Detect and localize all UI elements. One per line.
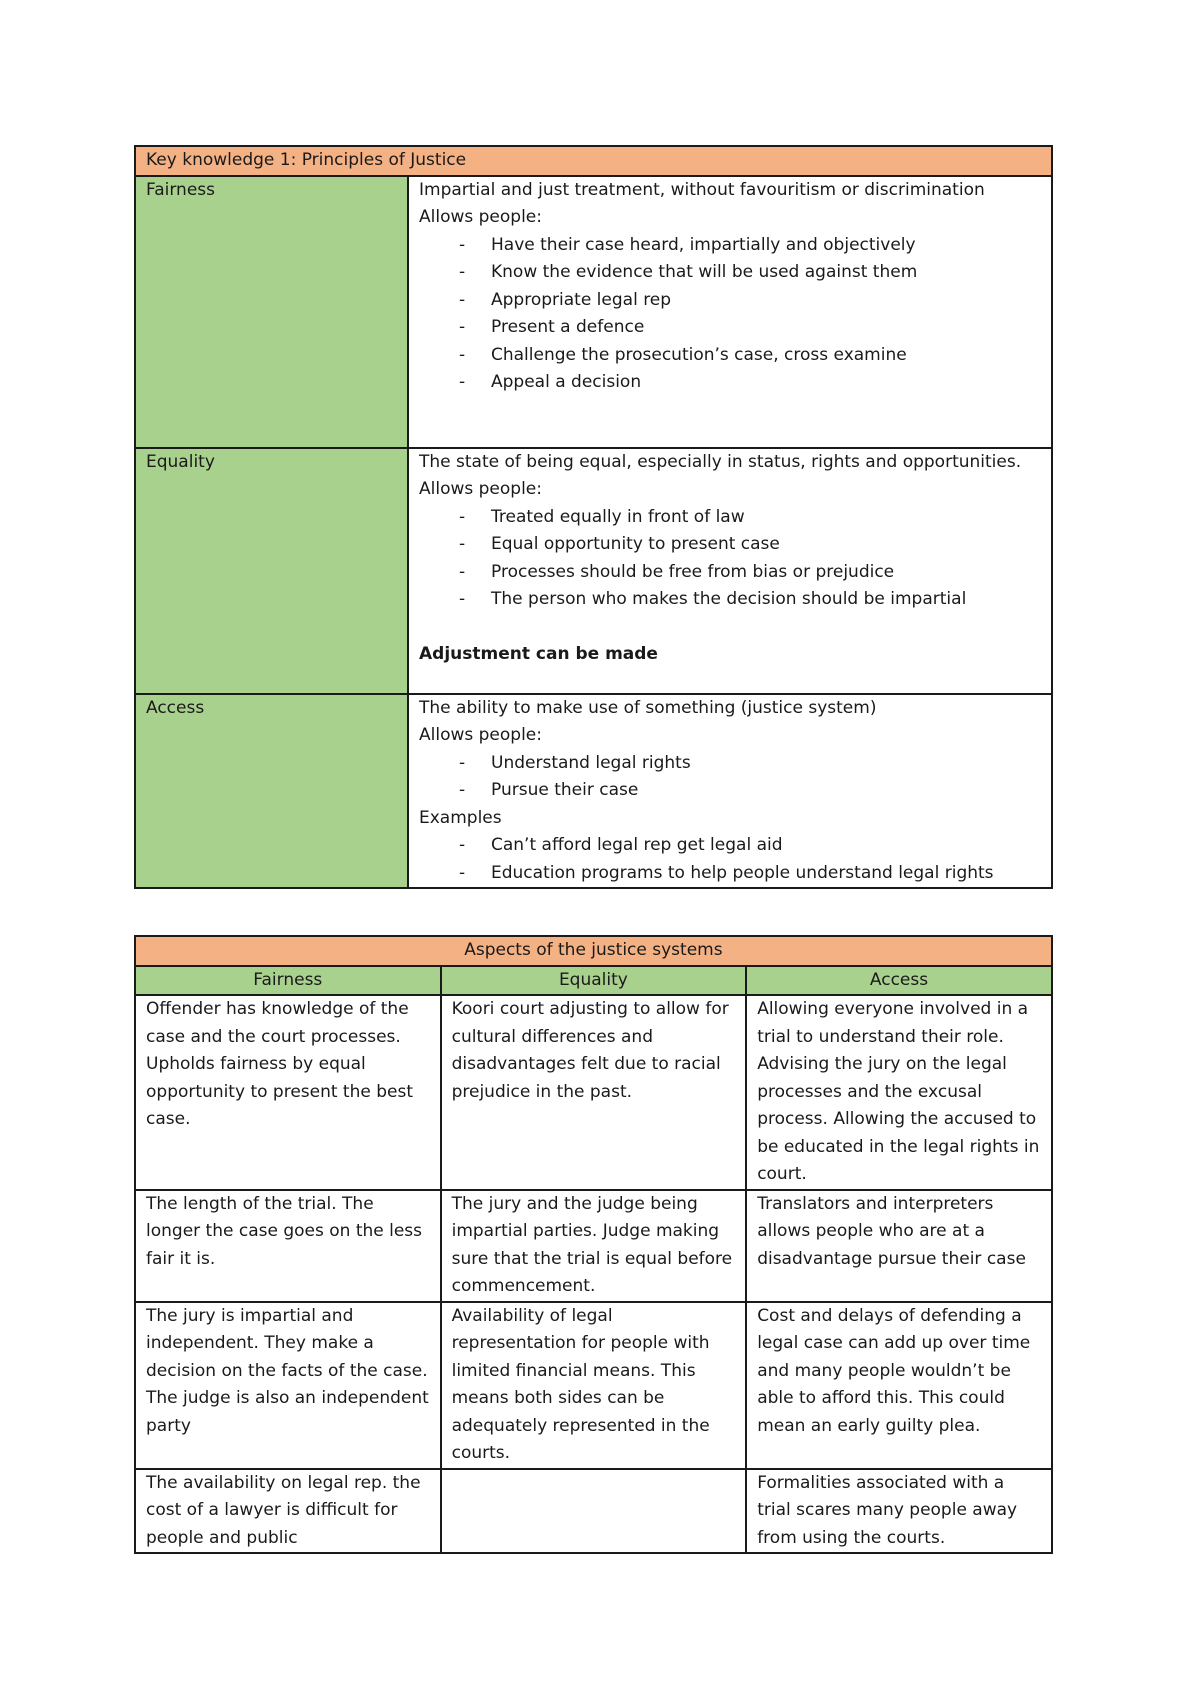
allows-people-label: Allows people: <box>419 207 542 227</box>
definition: Impartial and just treatment, without favouritism or discrimination <box>419 179 985 200</box>
principle-content-access <box>408 694 1052 889</box>
principles-of-justice-table <box>134 145 1053 889</box>
aspects-of-justice-table <box>134 935 1053 1554</box>
list-item: - Understand legal rights <box>419 750 1041 778</box>
allows-people-label: Allows people: <box>419 479 542 499</box>
table-cell: Offender has knowledge of the case and the court processes. Upholds fairness by equal opportunity to present the best case. <box>135 995 441 1190</box>
list-item: - The person who makes the decision should be impartial <box>419 586 1041 614</box>
table-cell: Availability of legal representation for people with limited financial means. This means both sides can be adequately represented in the courts. <box>441 1302 747 1469</box>
table-cell: Allowing everyone involved in a trial to understand their role. Advising the jury on the legal processes and the excusal process. Allowing the accused to be educated in the legal rights in court. <box>746 995 1052 1190</box>
list-marker: - <box>459 561 466 582</box>
list-marker: - <box>459 289 466 310</box>
bullet-list <box>419 750 1041 805</box>
list-marker: - <box>459 780 466 800</box>
list-marker: - <box>459 835 466 855</box>
list-marker: - <box>459 317 466 337</box>
column-header-fairness: Fairness <box>135 966 441 996</box>
table-row <box>135 1190 1052 1302</box>
column-header-equality: Equality <box>441 966 747 996</box>
list-item: - Know the evidence that will be used against them <box>419 259 1041 287</box>
table-row <box>135 1302 1052 1469</box>
list-marker: - <box>459 506 466 527</box>
list-marker: - <box>459 534 466 554</box>
table-cell: The jury is impartial and independent. They make a decision on the facts of the case. The judge is also an independent party <box>135 1302 441 1469</box>
adjustment-note: Adjustment can be made <box>419 643 658 664</box>
bullet-list <box>419 504 1041 614</box>
table-row <box>135 995 1052 1190</box>
list-item: - Processes should be free from bias or prejudice <box>419 559 1041 587</box>
column-header-access: Access <box>746 966 1052 996</box>
list-marker: - <box>459 752 466 773</box>
list-item: - Equal opportunity to present case <box>419 531 1041 559</box>
list-marker: - <box>459 344 466 365</box>
list-marker: - <box>459 589 466 609</box>
principle-label-equality: Equality <box>135 448 408 694</box>
list-item: - Pursue their case <box>419 777 1041 805</box>
principle-content-fairness <box>408 176 1052 448</box>
principle-label-fairness: Fairness <box>135 176 408 448</box>
list-marker: - <box>459 234 466 255</box>
principle-content-equality <box>408 448 1052 694</box>
definition: The state of being equal, especially in status, rights and opportunities. <box>419 451 1022 472</box>
table-cell: Translators and interpreters allows people who are at a disadvantage pursue their case <box>746 1190 1052 1302</box>
list-item: - Can’t afford legal rep get legal aid <box>419 832 1041 860</box>
table-row <box>135 1469 1052 1554</box>
list-item: - Challenge the prosecution’s case, cross examine <box>419 342 1041 370</box>
list-item: - Present a defence <box>419 314 1041 342</box>
table-title: Aspects of the justice systems <box>135 936 1052 966</box>
list-item: - Education programs to help people understand legal rights <box>419 860 1041 888</box>
list-marker: - <box>459 372 466 392</box>
bullet-list <box>419 232 1041 397</box>
table-title: Key knowledge 1: Principles of Justice <box>135 146 1052 176</box>
table-cell: Cost and delays of defending a legal case can add up over time and many people wouldn’t be able to afford this. This could mean an early guilty plea. <box>746 1302 1052 1469</box>
examples-list <box>419 832 1041 887</box>
definition: The ability to make use of something (justice system) <box>419 697 877 718</box>
table-cell: The availability on legal rep. the cost of a lawyer is difficult for people and public <box>135 1469 441 1554</box>
list-marker: - <box>459 262 466 282</box>
list-item: - Appeal a decision <box>419 369 1041 397</box>
examples-label: Examples <box>419 807 502 828</box>
allows-people-label: Allows people: <box>419 725 542 745</box>
list-item: - Have their case heard, impartially and objectively <box>419 232 1041 260</box>
principle-label-access: Access <box>135 694 408 889</box>
table-cell: The jury and the judge being impartial parties. Judge making sure that the trial is equal before commencement. <box>441 1190 747 1302</box>
list-item: - Treated equally in front of law <box>419 504 1041 532</box>
list-marker: - <box>459 862 466 883</box>
table-cell: Formalities associated with a trial scares many people away from using the courts. <box>746 1469 1052 1554</box>
table-cell: Koori court adjusting to allow for cultural differences and disadvantages felt due to racial prejudice in the past. <box>441 995 747 1190</box>
list-item: - Appropriate legal rep <box>419 287 1041 315</box>
table-cell <box>441 1469 747 1554</box>
table-cell: The length of the trial. The longer the case goes on the less fair it is. <box>135 1190 441 1302</box>
